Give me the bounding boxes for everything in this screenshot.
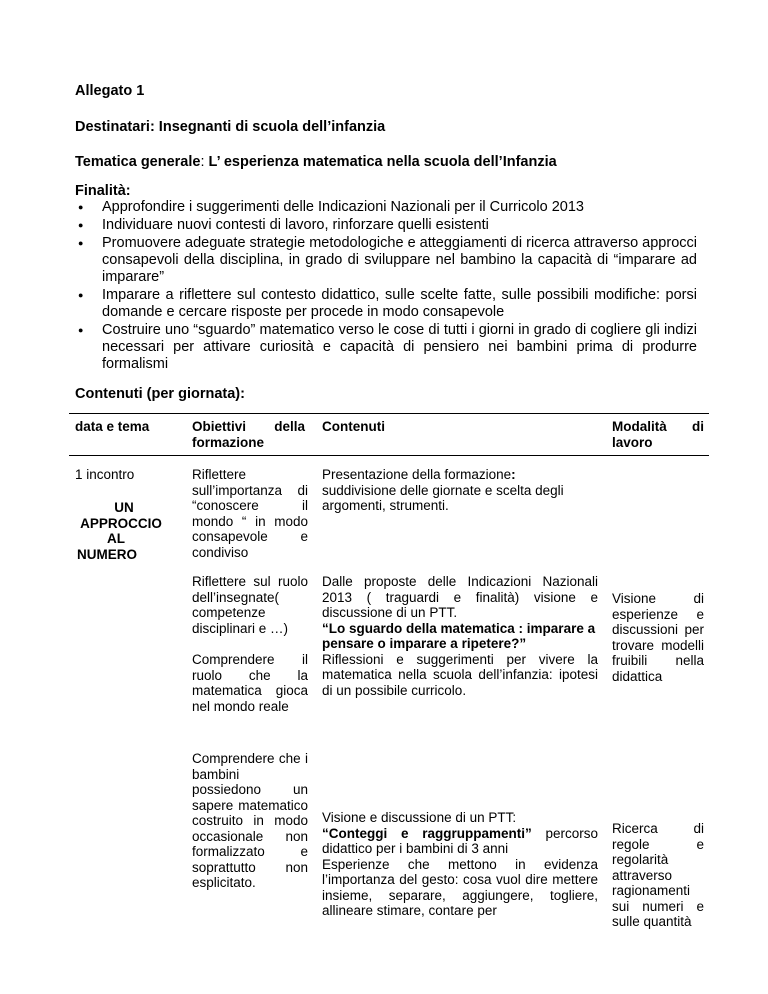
tema-line-3: AL [107, 531, 125, 546]
header-obiettivi-word1: Obiettivi [192, 419, 247, 434]
row3-contenuto-1: Visione e discussione di un PTT: [322, 810, 517, 825]
header-modalita-word3: lavoro [612, 434, 653, 450]
finalita-heading: Finalità: [75, 183, 131, 199]
row3-contenuto [322, 810, 598, 919]
finalita-item: ● Individuare nuovi contesti di lavoro, rinforzare quelli esistenti [75, 217, 697, 234]
row2-obiettivo-b: Comprendere il ruolo che la matematica gioca nel mondo reale [192, 652, 308, 714]
finalita-item: ● Costruire uno “sguardo” matematico verso le cose di tutti i giorni in grado di cogliere gli indizi necessari per attivare curiosità e capacità di pensiero nei bambini prima di produrre formalismi [75, 322, 697, 373]
row2-contenuto [322, 574, 598, 698]
incontro-label: 1 incontro [75, 467, 135, 482]
tema-title [73, 500, 169, 562]
destinatari-line [75, 119, 385, 135]
tema-line-2: APPROCCIO [80, 515, 162, 531]
header-obiettivi-word2: della [274, 419, 305, 434]
row3-contenuto-2: percorso didattico per i bambini di 3 anni [322, 825, 598, 856]
tematica-line [75, 154, 557, 170]
header-modalita [612, 419, 704, 450]
row1-obiettivo: Riflettere sull’importanza di “conoscere il mondo “ in modo consapevole e condiviso [192, 467, 308, 560]
contenuti-heading: Contenuti (per giornata): [75, 386, 245, 402]
row1-contenuto [322, 467, 582, 514]
tematica-sep: : [200, 154, 205, 170]
table-top-rule [69, 413, 709, 414]
allegato-label: Allegato 1 [75, 83, 145, 99]
row1-contenuto-label: Presentazione della formazione [322, 467, 512, 482]
tema-line-1: UN [114, 500, 134, 515]
row2-contenuto-2: Riflessioni e suggerimenti per vivere la matematica nella scuola dell’infanzia: ipotesi di un possibile curricolo. [322, 651, 598, 698]
row3-contenuto-title: “Conteggi e raggruppamenti” [322, 825, 532, 841]
row2-obiettivo-a: Riflettere sul ruolo dell’insegnate( competenze disciplinari e …) [192, 574, 308, 636]
row1-contenuto-text: suddivisione delle giornate e scelta degli argomenti, strumenti. [322, 482, 564, 513]
table-header-rule [69, 455, 709, 456]
tematica-value: L’ esperienza matematica nella scuola dell’Infanzia [204, 154, 557, 170]
row3-contenuto-3: Esperienze che mettono in evidenza l’importanza del gesto: cosa vuol dire mettere insieme, separare, aggiungere, togliere, allineare stimare, contare per [322, 856, 598, 918]
finalita-list [75, 199, 697, 374]
header-obiettivi [192, 419, 305, 450]
header-modalita-word2: di [692, 419, 704, 434]
destinatari-label: Destinatari: [75, 119, 155, 135]
row2-modalita: Visione di esperienze e discussioni per trovare modelli fruibili nella didattica [612, 591, 704, 684]
tema-line-4: NUMERO [77, 546, 137, 562]
header-obiettivi-word3: formazione [192, 434, 265, 450]
finalita-item: ● Imparare a riflettere sul contesto didattico, sulle scelte fatte, sulle possibili modifiche: porsi domande e cercare risposte per procede in modo consapevole [75, 287, 697, 321]
header-modalita-word1: Modalità [612, 419, 667, 434]
row1-contenuto-colon: : [511, 467, 516, 482]
header-data-tema: data e tema [75, 419, 150, 434]
finalita-item: ● Promuovere adeguate strategie metodologiche e atteggiamenti di ricerca attraverso approcci consapevoli della disciplina, in grado di sviluppare nel bambino la capacità di “imparare ad imparare” [75, 235, 697, 286]
header-contenuti: Contenuti [322, 419, 385, 434]
row3-modalita: Ricerca di regole e regolarità attraverso ragionamenti sui numeri e sulle quantità [612, 821, 704, 929]
row2-contenuto-1: Dalle proposte delle Indicazioni Nazionali 2013 ( traguardi e finalità) visione e discussione di un PTT. [322, 574, 598, 620]
finalita-item: ● Approfondire i suggerimenti delle Indicazioni Nazionali per il Curricolo 2013 [75, 199, 697, 216]
row2-contenuto-title: “Lo sguardo della matematica : imparare a pensare o imparare a ripetere?” [322, 620, 596, 651]
tematica-label: Tematica generale [75, 154, 201, 170]
destinatari-value: Insegnanti di scuola dell’infanzia [154, 119, 386, 135]
row3-obiettivo: Comprendere che i bambini possiedono un sapere matematico costruito in modo occasionale non formalizzato e soprattutto non esplicitato. [192, 751, 308, 890]
